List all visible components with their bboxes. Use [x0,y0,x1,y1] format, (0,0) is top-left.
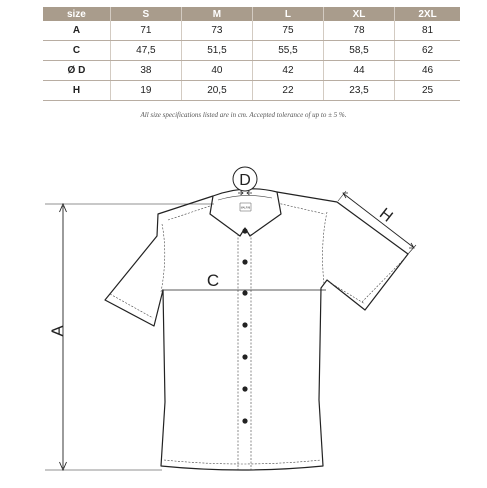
table-cell: 46 [395,61,460,81]
row-label: H [43,81,110,101]
row-label: A [43,21,110,41]
table-cell: 25 [395,81,460,101]
table-cell: 55,5 [252,41,323,61]
label-d: D [239,172,251,189]
header-size: size [43,7,110,21]
table-cell: 19 [110,81,181,101]
button [242,290,247,295]
header-m: M [181,7,252,21]
table-cell: 22 [252,81,323,101]
row-label: Ø D [43,61,110,81]
table-cell: 58,5 [324,41,395,61]
header-s: S [110,7,181,21]
table-cell: 44 [324,61,395,81]
table-cell: 71 [110,21,181,41]
table-cell: 23,5 [324,81,395,101]
table-cell: 81 [395,21,460,41]
table-cell: 75 [252,21,323,41]
header-xl: XL [324,7,395,21]
button [242,354,247,359]
table-cell: 20,5 [181,81,252,101]
label-a: A [48,325,67,337]
collar-tag-text: MALFINI [240,206,251,210]
button-placket [238,234,251,470]
table-cell: 62 [395,41,460,61]
label-c: C [206,271,220,290]
button [242,418,247,423]
table-cell: 42 [252,61,323,81]
button [242,259,247,264]
table-cell: 47,5 [110,41,181,61]
label-h: H [375,205,396,226]
table-cell: 73 [181,21,252,41]
table-cell: 40 [181,61,252,81]
button [242,228,247,233]
shirt-buttons [242,228,247,423]
table-cell: 38 [110,61,181,81]
button [242,386,247,391]
header-l: L [252,7,323,21]
row-label: C [43,41,110,61]
bottom-hem [164,460,321,464]
shirt-outline [105,192,408,470]
header-2xl: 2XL [395,7,460,21]
sleeve-hem [110,258,405,318]
tolerance-note: All size specifications listed are in cm. Accepted tolerance of up to ± 5 %. [140,111,347,119]
button [242,322,247,327]
table-cell: 51,5 [181,41,252,61]
table-cell: 78 [324,21,395,41]
